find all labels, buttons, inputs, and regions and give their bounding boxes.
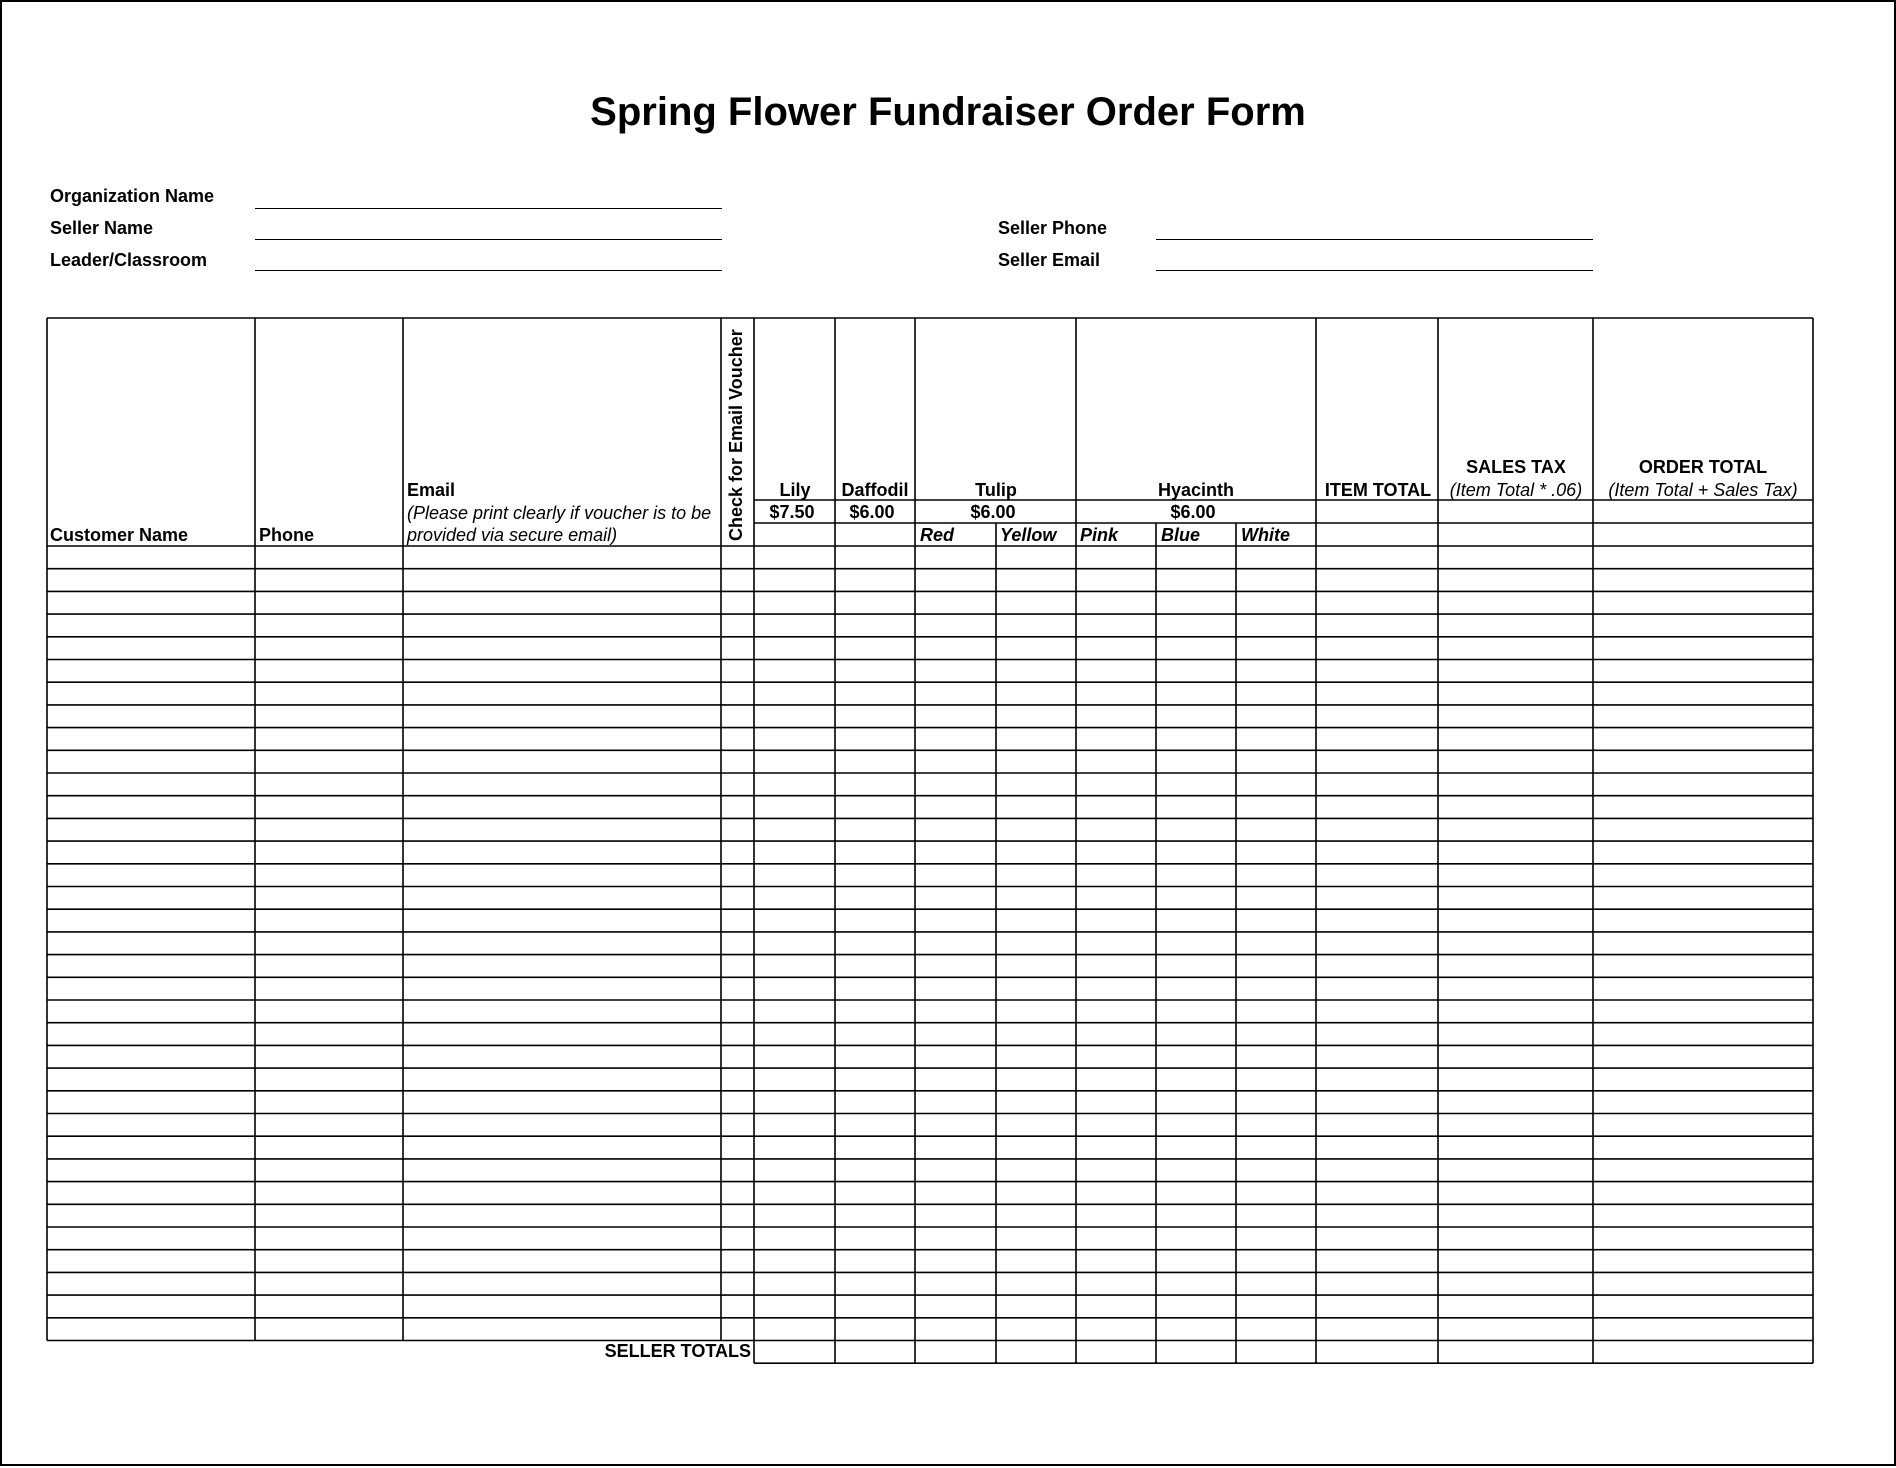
seller-totals-label: SELLER TOTALS <box>604 1341 751 1361</box>
hyacinth-price: $6.00 <box>1170 502 1216 522</box>
leader-classroom-label: Leader/Classroom <box>50 250 208 270</box>
tulip-header: Tulip <box>975 480 1017 500</box>
order-table <box>2 2 1896 1468</box>
email-note-line2: provided via secure email) <box>407 525 618 545</box>
tulip-color-red: Red <box>920 525 955 545</box>
daffodil-header: Daffodil <box>841 480 909 500</box>
lily-header: Lily <box>779 480 811 500</box>
hyacinth-color-blue: Blue <box>1161 525 1201 545</box>
organization-name-label: Organization Name <box>50 186 215 206</box>
seller-phone-label: Seller Phone <box>998 218 1108 238</box>
order-total-header: ORDER TOTAL <box>1638 457 1768 477</box>
daffodil-price: $6.00 <box>849 502 895 522</box>
tulip-color-yellow: Yellow <box>1000 525 1057 545</box>
sales-tax-header: SALES TAX <box>1466 457 1566 477</box>
phone-header: Phone <box>259 525 315 545</box>
email-header: Email <box>407 480 456 500</box>
sales-tax-note: (Item Total * .06) <box>1449 480 1583 500</box>
hyacinth-color-white: White <box>1241 525 1290 545</box>
check-email-voucher-header: Check for Email Voucher <box>726 329 746 541</box>
seller-email-label: Seller Email <box>998 250 1101 270</box>
seller-name-label: Seller Name <box>50 218 154 238</box>
form-title: Spring Flower Fundraiser Order Form <box>590 90 1306 134</box>
item-total-header: ITEM TOTAL <box>1324 480 1432 500</box>
tulip-price: $6.00 <box>970 502 1016 522</box>
lily-price: $7.50 <box>769 502 815 522</box>
email-note-line1: (Please print clearly if voucher is to be <box>407 503 712 523</box>
customer-name-header: Customer Name <box>50 525 189 545</box>
hyacinth-color-pink: Pink <box>1080 525 1119 545</box>
hyacinth-header: Hyacinth <box>1157 480 1235 500</box>
order-total-note: (Item Total + Sales Tax) <box>1608 480 1798 500</box>
